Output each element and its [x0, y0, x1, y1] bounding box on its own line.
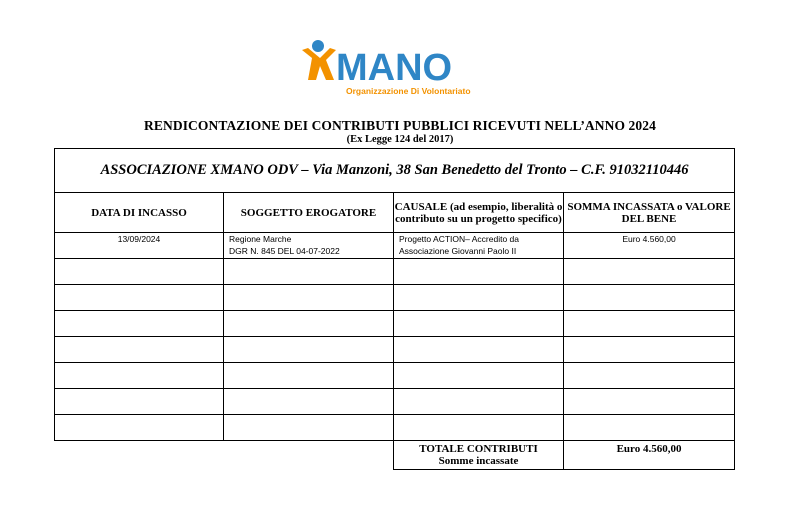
page-subtitle: (Ex Legge 124 del 2017)	[346, 134, 454, 145]
column-header-date: DATA DI INCASSO	[55, 193, 224, 233]
column-header-cause: CAUSALE (ad esempio, liberalità o contributo su un progetto specifico)	[394, 193, 564, 233]
cell-date: 13/09/2024	[55, 233, 224, 259]
column-header-amount: SOMMA INCASSATA o VALORE DEL BENE	[564, 193, 735, 233]
totals-label	[394, 441, 564, 470]
cell-provider-line2: DGR N. 845 DEL 04-07-2022	[229, 246, 340, 256]
cell-amount: Euro 4.560,00	[564, 233, 735, 259]
totals-label-line2: Somme incassate	[438, 455, 519, 467]
xmano-logo-graphic	[296, 36, 496, 100]
table-header-row	[55, 193, 735, 233]
cell-cause	[394, 233, 564, 259]
logo-figure-icon	[302, 48, 336, 80]
association-info: ASSOCIAZIONE XMANO ODV – Via Manzoni, 38 San Benedetto del Tronto – C.F. 91032110446	[55, 149, 735, 193]
association-row	[55, 149, 735, 193]
cell-cause-line2: Associazione Giovanni Paolo II	[399, 246, 517, 256]
page-title: RENDICONTAZIONE DEI CONTRIBUTI PUBBLICI RICEVUTI NELL’ANNO 2024	[144, 118, 656, 133]
totals-amount: Euro 4.560,00	[564, 441, 735, 470]
totals-row	[55, 441, 735, 470]
table-row-empty	[55, 337, 735, 363]
logo-brand-text: MANO	[336, 47, 453, 89]
table-row	[55, 233, 735, 259]
cell-provider-line1: Regione Marche	[229, 234, 292, 244]
cell-provider	[224, 233, 394, 259]
logo-tagline: Organizzazione Di Volontariato	[346, 86, 471, 96]
table-row-empty	[55, 285, 735, 311]
column-header-provider: SOGGETTO EROGATORE	[224, 193, 394, 233]
table-row-empty	[55, 311, 735, 337]
table-row-empty	[55, 259, 735, 285]
cell-cause-line1: Progetto ACTION– Accredito da	[399, 234, 520, 244]
logo-head-icon	[312, 40, 324, 52]
table-row-empty	[55, 363, 735, 389]
totals-label-line1: TOTALE CONTRIBUTI	[419, 443, 538, 455]
contributions-table	[54, 148, 735, 470]
xmano-logo	[296, 36, 496, 100]
table-row-empty	[55, 389, 735, 415]
table-row-empty	[55, 415, 735, 441]
